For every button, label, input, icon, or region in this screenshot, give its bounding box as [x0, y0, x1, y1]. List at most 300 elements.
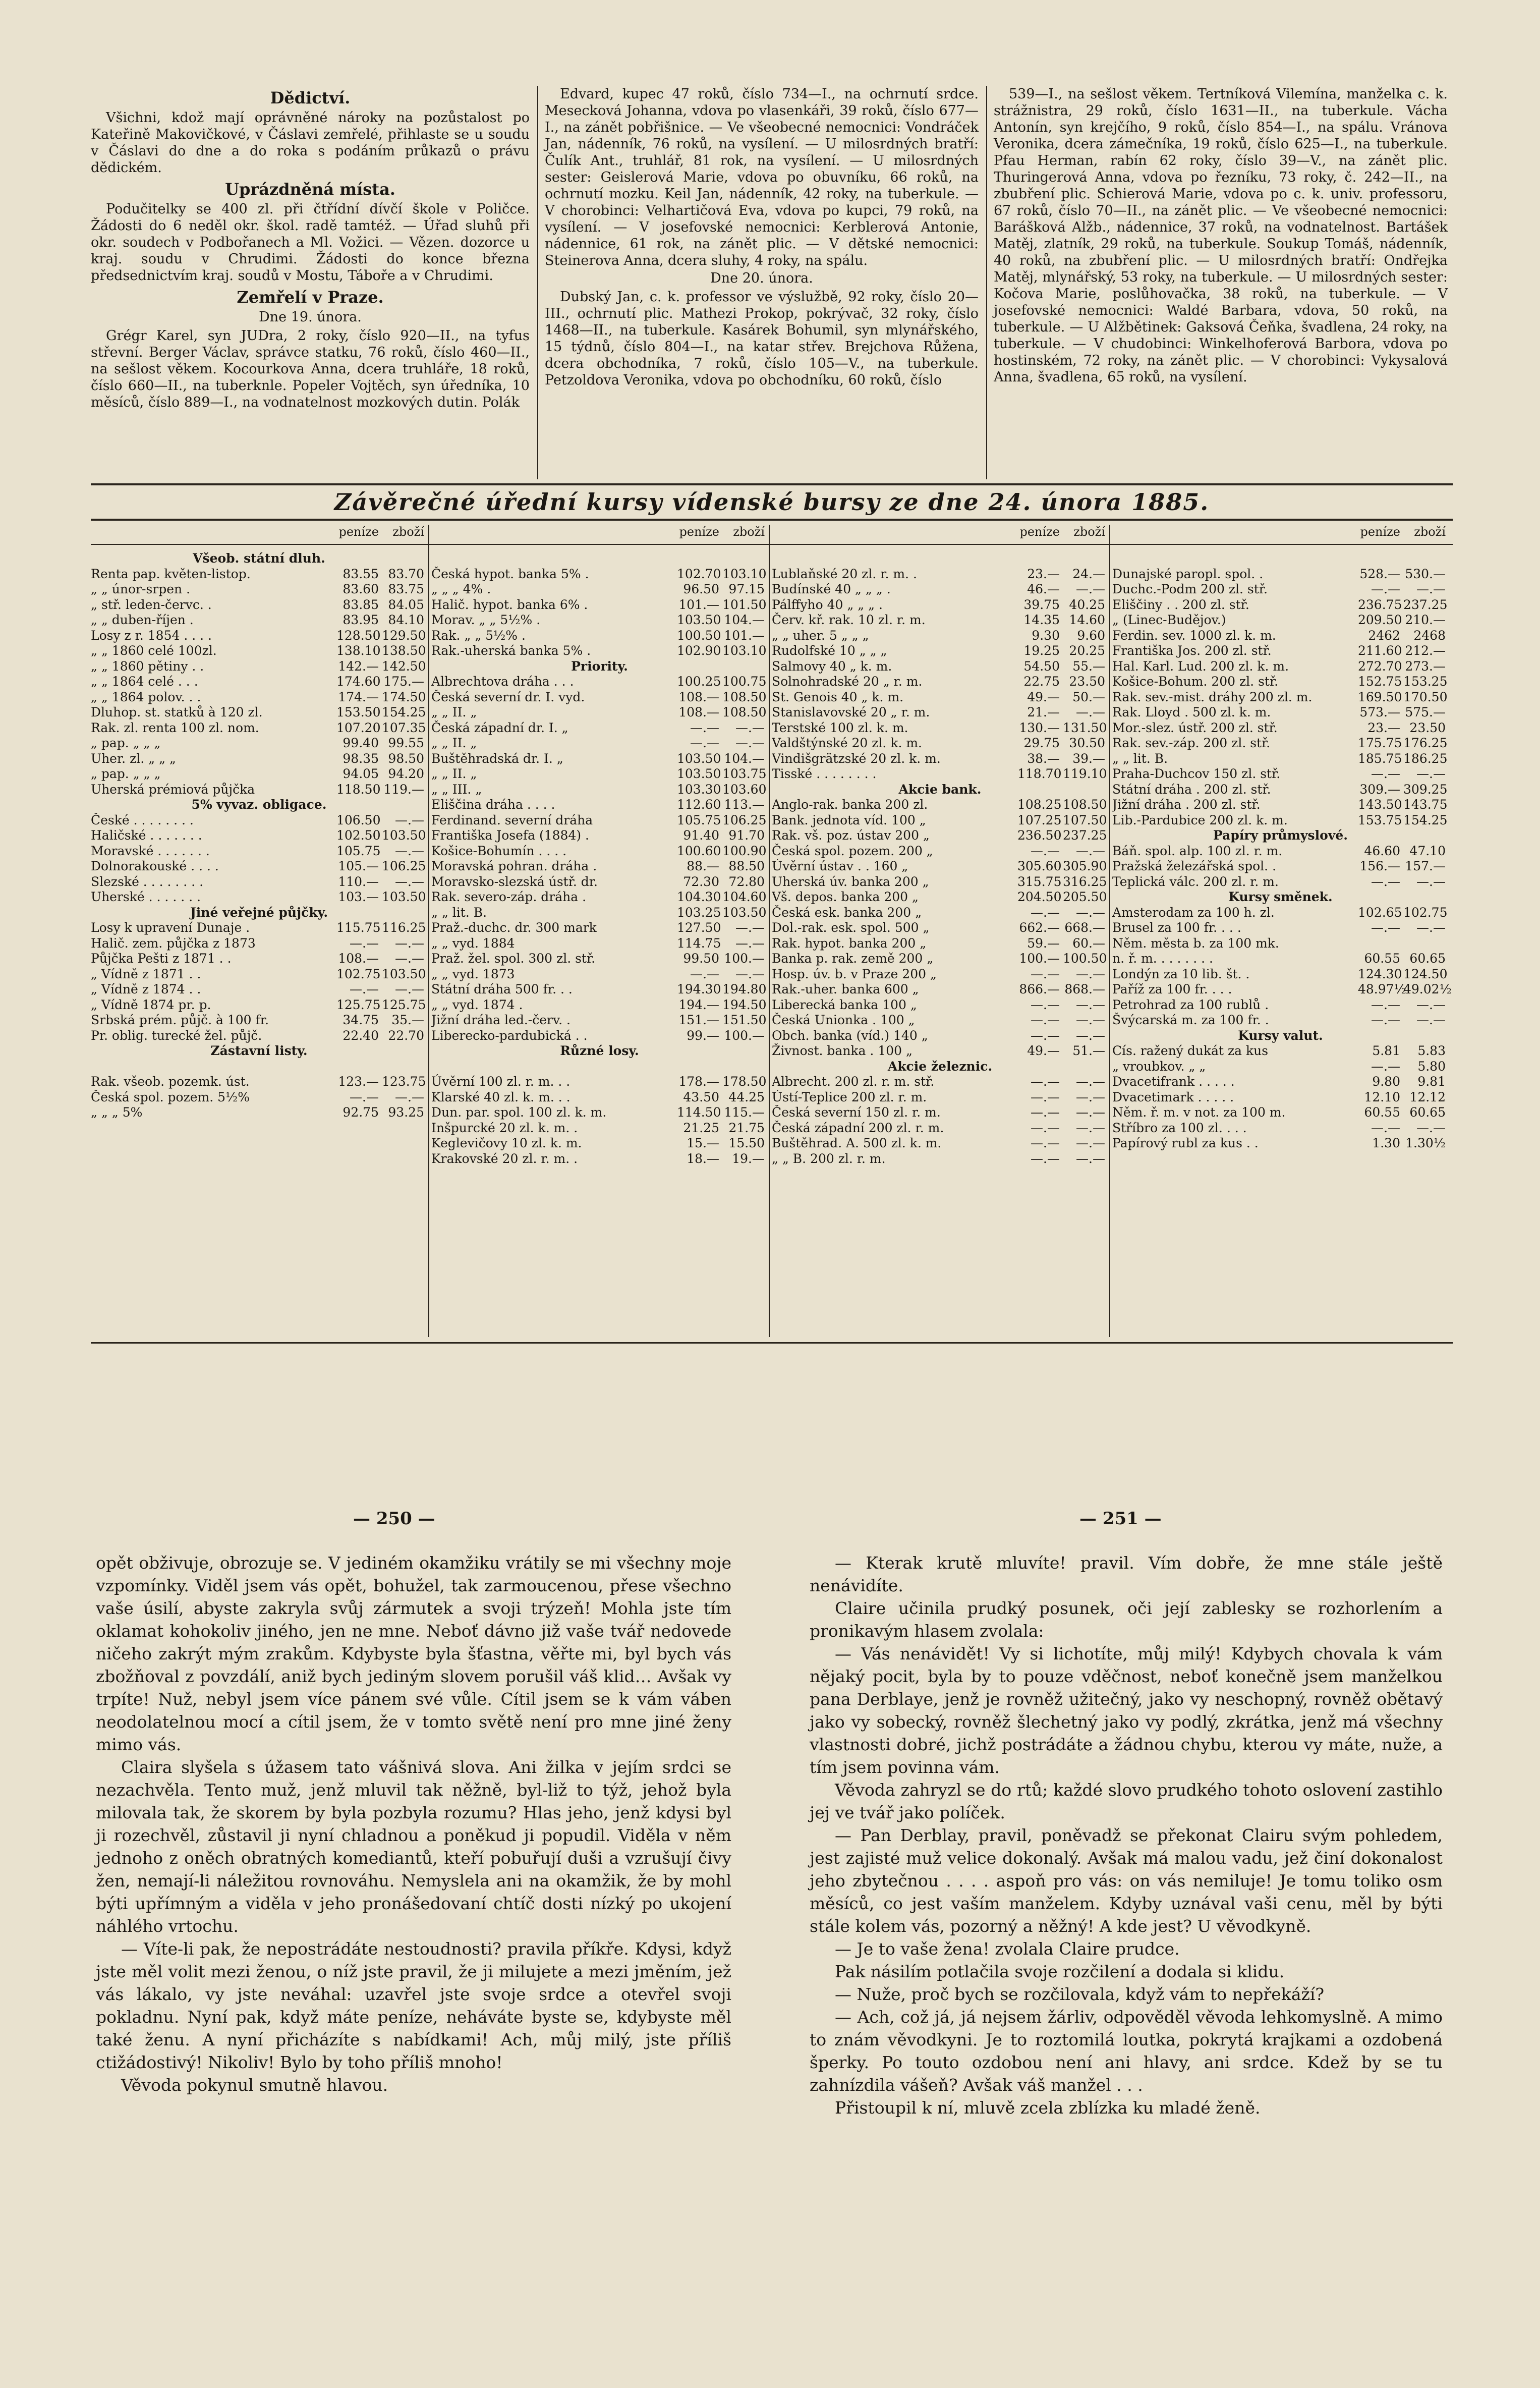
market-row — [91, 659, 427, 675]
security-name: Něm. města b. za 100 mk. — [1112, 935, 1279, 951]
money-price: 102.90 — [677, 643, 721, 658]
goods-price: 174.50 — [382, 689, 426, 704]
market-row — [431, 674, 768, 690]
date-20: Dne 20. února. — [710, 270, 813, 286]
market-row — [1112, 1105, 1449, 1121]
money-price: 103.50 — [677, 613, 721, 627]
security-name: „ „ II. „ — [431, 766, 477, 781]
market-row — [431, 844, 768, 859]
market-row — [91, 782, 427, 798]
security-name: „ „ „ 4% . — [431, 582, 491, 596]
security-name — [91, 1059, 336, 1075]
security-name: Papíry průmyslové. — [1213, 828, 1348, 843]
money-price: 102.70 — [677, 566, 721, 581]
market-row — [772, 597, 1108, 613]
money-price: —.— — [1371, 997, 1400, 1012]
security-name: Ústí-Teplice 200 zl. r. m. — [772, 1089, 927, 1104]
security-name: Praž. žel. spol. 300 zl. stř. — [431, 951, 596, 966]
market-row — [91, 844, 427, 859]
goods-price: 309.25 — [1403, 782, 1448, 797]
security-name: Rak.-uher. banka 600 „ — [772, 982, 919, 996]
money-price: 194.— — [678, 997, 719, 1012]
security-name: Vš. depos. banka 200 „ — [772, 890, 919, 904]
deceased-text-2: Edvard, kupec 47 roků, číslo 734—I., na ochrnutí srdce. Mesecková Johanna, vdova po vlasenkáři, 39 roků, číslo 677—I., na zánět pobřišnice. — Ve všeobecné nemocnici: Vondráček Jan, nádenník, 76 roků, na vysílení. — U milosrdných bratří: Čulík Ant., truhlář, 81 rok, na vysílení. — U milosrdných sester: Geislerová Marie, vdova po obuvníku, 66 roků, na ochrnutí mozku. Keil Jan, nádenník, 42 roky, na tuberkule. — V chorobinci: Velhartičová Eva, vdova po kupci, 79 roků, na vysílení. — V josefovské nemocnici: Kerblerová Antonie, nádennice, 61 rok, na zánět plic. — V dětské nemocnici: Steinerova Anna, dcera sluhy, 4 roky, na spálu. — [545, 86, 979, 268]
goods-price: —.— — [1076, 1028, 1105, 1043]
security-name: Akcie bank. — [898, 782, 982, 797]
money-price: 48.97½ — [1358, 982, 1406, 996]
money-price: 14.35 — [1023, 613, 1060, 627]
news-column-1 — [91, 85, 530, 412]
market-row — [1112, 1074, 1449, 1090]
security-name: Inšpurcké 20 zl. k. m. . — [431, 1120, 578, 1135]
money-price: 178.— — [678, 1074, 719, 1089]
market-row — [91, 967, 427, 982]
market-row — [1112, 951, 1449, 967]
market-row — [772, 874, 1108, 890]
security-name: Úvěrní 100 zl. r. m. . . — [431, 1074, 571, 1089]
goods-price: 101.50 — [722, 597, 767, 612]
goods-price: 1.30½ — [1405, 1136, 1446, 1150]
market-row — [431, 982, 768, 997]
money-price: 60.55 — [1364, 1105, 1400, 1120]
security-name: Jiné veřejné půjčky. — [190, 905, 328, 920]
market-rule-bottom — [91, 1342, 1453, 1344]
goods-price: —.— — [1076, 1136, 1105, 1150]
market-row — [431, 920, 768, 936]
money-price: 46.— — [1027, 582, 1060, 596]
money-price: 2462 — [1368, 628, 1400, 643]
security-name: Halič. zem. půjčka z 1873 — [91, 935, 256, 951]
goods-price: 20.25 — [1069, 643, 1105, 658]
goods-price: 103.50 — [722, 905, 767, 920]
market-row — [1112, 982, 1452, 997]
money-price: —.— — [690, 720, 719, 735]
money-price: 54.50 — [1023, 658, 1060, 674]
market-row — [431, 828, 768, 844]
market-row — [431, 643, 768, 659]
security-name: Česká Unionka . 100 „ — [772, 1013, 915, 1027]
security-name: Košice-Bohumín . . . . — [431, 843, 567, 858]
market-row — [772, 751, 1108, 767]
goods-price: —.— — [395, 935, 424, 951]
money-price: 91.40 — [683, 828, 719, 843]
money-price: 114.50 — [677, 1105, 721, 1120]
goods-price: 131.50 — [1063, 720, 1107, 735]
goods-price: 60.65 — [1409, 951, 1446, 966]
market-row — [91, 1105, 427, 1121]
goods-price: 22.70 — [388, 1028, 424, 1043]
goods-price: 154.25 — [382, 705, 426, 719]
market-row — [1112, 720, 1449, 736]
money-price: —.— — [1371, 766, 1400, 781]
market-row — [1112, 967, 1449, 982]
goods-price: —.— — [395, 812, 424, 827]
market-row — [431, 1136, 768, 1151]
header-money: peníze — [679, 525, 719, 539]
goods-price: 2468 — [1413, 628, 1446, 643]
goods-price: 100.— — [724, 1028, 765, 1043]
goods-price — [382, 1059, 427, 1075]
security-name: „ (Linec-Budějov.) — [1112, 613, 1226, 627]
market-row — [91, 936, 427, 952]
market-row — [1112, 782, 1449, 798]
market-row — [431, 890, 768, 905]
goods-price: 60.65 — [1409, 1105, 1446, 1120]
market-section-heading — [772, 782, 1108, 798]
goods-price: —.— — [1076, 905, 1105, 920]
column-divider — [537, 86, 538, 479]
security-name: Rak. sev.-záp. 200 zl. stř. — [1112, 736, 1271, 750]
security-name: Renta pap. květen-listop. — [91, 566, 251, 581]
goods-price: 51.— — [1072, 1043, 1105, 1058]
market-row — [431, 859, 768, 874]
market-row — [772, 967, 1108, 982]
money-price: 100.25 — [677, 674, 721, 689]
goods-price — [1403, 936, 1449, 952]
money-price: 21.25 — [683, 1120, 719, 1135]
market-row — [91, 643, 427, 659]
market-row — [431, 967, 768, 982]
goods-price: —.— — [1416, 1013, 1446, 1027]
market-row — [91, 567, 427, 582]
money-price: 125.75 — [336, 997, 381, 1012]
goods-price: 175.— — [383, 674, 424, 689]
money-price: 103.— — [338, 890, 379, 904]
money-price: 209.50 — [1358, 613, 1402, 627]
money-price: 114.75 — [677, 935, 721, 951]
goods-price: 47.10 — [1409, 843, 1446, 858]
money-price: 108.25 — [1017, 797, 1062, 812]
goods-price: 107.50 — [1063, 812, 1107, 827]
money-price: 99.— — [687, 1028, 719, 1043]
security-name: Lib.-Pardubice 200 zl. k. m. — [1112, 812, 1288, 827]
market-row — [431, 813, 768, 828]
market-row — [1112, 797, 1449, 813]
goods-price: —.— — [735, 935, 765, 951]
security-name: n. ř. m. . . . . . . . — [1112, 951, 1213, 966]
goods-price: 19.— — [732, 1151, 765, 1166]
goods-price: 123.75 — [382, 1074, 426, 1089]
market-row — [91, 674, 427, 690]
market-row — [1112, 659, 1449, 675]
inheritance-text: Všichni, kdož mají oprávněné nároky na pozůstalost po Kateřině Makovičkové, v Čáslavi zemřelé, přihlaste se u soudu v Čáslavi do dne a do roka s podáním průkazů o právu dědickém. — [91, 110, 530, 176]
money-price: 528.— — [1359, 566, 1400, 581]
market-row — [91, 890, 427, 905]
market-row — [91, 705, 427, 720]
security-name: Dun. par. spol. 100 zl. k. m. — [431, 1105, 607, 1120]
money-price: —.— — [1031, 843, 1060, 858]
money-price: 105.75 — [336, 843, 381, 858]
goods-price: —.— — [1416, 766, 1446, 781]
market-row — [431, 567, 768, 582]
market-row — [1112, 1090, 1449, 1105]
security-name: Moravsko-slezská ústř. dr. — [431, 874, 598, 889]
security-name: Anglo-rak. banka 200 zl. — [772, 797, 928, 812]
security-name: Klarské 40 zl. k. m. . . — [431, 1089, 571, 1104]
money-price: 100.— — [1019, 951, 1060, 966]
market-row — [1112, 628, 1449, 644]
security-name: „ Vídně z 1871 . . — [91, 966, 201, 981]
security-name: Halič. hypot. banka 6% . — [431, 597, 588, 612]
goods-price: 14.60 — [1069, 613, 1105, 627]
money-price: —.— — [1031, 1089, 1060, 1104]
money-price: 100.50 — [677, 628, 721, 643]
goods-price: —.— — [735, 720, 765, 735]
security-name: Něm. ř. m. v not. za 100 m. — [1112, 1105, 1286, 1120]
goods-price: —.— — [1076, 1105, 1105, 1120]
market-row — [772, 705, 1108, 720]
market-row — [431, 1074, 768, 1090]
market-column-divider — [1109, 525, 1110, 1337]
security-name: Česká spol. pozem. 200 „ — [772, 843, 933, 858]
security-name: Budínské 40 „ „ „ . — [772, 582, 891, 596]
market-row — [91, 613, 427, 628]
security-name: Františka Josefa (1884) . — [431, 828, 590, 843]
security-name: Vindišgrätzské 20 zl. k. m. — [772, 751, 941, 766]
market-row — [1112, 705, 1449, 720]
market-row — [1112, 766, 1449, 782]
market-row — [1112, 859, 1449, 874]
money-price: 151.— — [678, 1013, 719, 1027]
security-name: Kursy směnek. — [1228, 890, 1333, 904]
money-price: 103.30 — [677, 782, 721, 797]
security-name: Dol.-rak. esk. spol. 500 „ — [772, 920, 930, 935]
market-row — [431, 736, 768, 751]
money-price: 309.— — [1359, 782, 1400, 797]
security-name: Česká severní 150 zl. r. m. — [772, 1105, 941, 1120]
market-row — [431, 782, 768, 798]
market-column — [1112, 551, 1452, 1151]
security-name: „ Vídně z 1874 . . — [91, 982, 201, 996]
market-row — [1112, 674, 1449, 690]
security-name: Rak. hypot. banka 200 „ — [772, 935, 927, 951]
security-name: Eliščina dráha . . . . — [431, 797, 555, 812]
heading-vacancies: Uprázdněná místa. — [225, 180, 395, 199]
security-name: Liberecko-pardubická . . — [431, 1028, 588, 1043]
money-price: 99.40 — [343, 736, 379, 750]
money-price: —.— — [1031, 1074, 1060, 1089]
security-name: Pražská železářská spol. . — [1112, 859, 1277, 873]
money-price: —.— — [690, 966, 719, 981]
goods-price: 83.70 — [388, 566, 424, 581]
goods-price: —.— — [735, 736, 765, 750]
market-row — [1112, 1043, 1449, 1059]
market-row — [1112, 997, 1449, 1013]
market-column — [91, 551, 427, 1121]
market-section-heading — [772, 1059, 1108, 1075]
market-row — [431, 613, 768, 628]
goods-price: 103.10 — [722, 643, 767, 658]
market-section-heading — [91, 797, 427, 813]
money-price: 866.— — [1019, 982, 1060, 996]
security-name: Půjčka Pešti z 1871 . . — [91, 951, 232, 966]
security-name: „ „ 1864 celé . . . — [91, 674, 198, 689]
market-row — [431, 751, 768, 767]
money-price: 236.75 — [1358, 597, 1402, 612]
money-price: —.— — [690, 736, 719, 750]
security-name: 5% vyvaz. obligace. — [191, 797, 327, 812]
market-row — [91, 920, 427, 936]
heading-deceased: Zemřelí v Praze. — [237, 288, 384, 307]
security-name: Česká hypot. banka 5% . — [431, 566, 589, 581]
goods-price: 9.60 — [1077, 628, 1105, 643]
goods-price: 104.60 — [722, 890, 767, 904]
money-price: —.— — [1031, 997, 1060, 1012]
money-price: 108.— — [338, 951, 379, 966]
market-row — [1112, 751, 1449, 767]
money-price: 103.50 — [677, 751, 721, 766]
goods-price: 103.10 — [722, 566, 767, 581]
market-row — [91, 1013, 427, 1028]
money-price: 153.75 — [1358, 812, 1402, 827]
market-row — [772, 551, 1108, 567]
goods-price: 5.83 — [1417, 1043, 1446, 1058]
goods-price: 103.50 — [382, 966, 426, 981]
security-name: Červ. kř. rak. 10 zl. r. m. — [772, 613, 926, 627]
market-row — [1112, 613, 1449, 628]
money-price: —.— — [1371, 1013, 1400, 1027]
money-price: 662.— — [1019, 920, 1060, 935]
goods-price: 125.75 — [382, 997, 426, 1012]
security-name: „ Vídně 1874 pr. p. — [91, 997, 211, 1012]
market-row — [91, 813, 427, 828]
security-name: Tisské . . . . . . . . — [772, 766, 877, 781]
security-name: Františka Jos. 200 zl. stř. — [1112, 643, 1272, 658]
market-row — [91, 982, 427, 997]
market-row — [772, 1074, 1108, 1090]
market-row — [431, 720, 768, 736]
deceased-text-1: Grégr Karel, syn JUDra, 2 roky, číslo 920—II., na tyfus střevní. Berger Václav, správce statku, 76 roků, číslo 460—II., na sešlost věkem. Kocourkova Anna, dcera truhláře, 18 roků, číslo 660—II., na tuberknle. Popeler Vojtěch, syn úředníka, 10 měsíců, číslo 889—I., na vodnatelnost mozkových dutin. Polák — [91, 328, 530, 410]
market-row — [431, 874, 768, 890]
story-paragraph: — Vás nenávidět! Vy si lichotíte, můj milý! Kdybych chovala k vám nějaký pocit, byla by to pouze vděčnost, neboť konečně jsem manželkou pana Derblaye, jenž je rovněž užitečný, jako vy neschopný, rovněž obětavý jako vy sobecký, rovněž šlechetný jako vy podlý, zkrátka, jenž má všechny vlastnosti dobré, jichž postrádáte a žádnou chybu, kterou vy máte, nuže, a tím jsem povinna vám. — [810, 1644, 1443, 1777]
security-name: Teplická válc. 200 zl. r. m. — [1112, 874, 1279, 889]
goods-price: 84.10 — [388, 613, 424, 627]
goods-price: 138.50 — [382, 643, 426, 658]
header-spacer — [431, 522, 677, 542]
goods-price: 88.50 — [728, 859, 765, 873]
goods-price: 94.20 — [388, 766, 424, 781]
money-price: 105.75 — [677, 812, 721, 827]
page-number-left: — 250 — — [353, 1509, 435, 1529]
security-name: „ „ 1860 pětiny . . — [91, 658, 204, 674]
money-price: —.— — [1371, 582, 1400, 596]
money-price: 9.80 — [1372, 1074, 1400, 1089]
money-price: 88.— — [687, 859, 719, 873]
security-name: Priority. — [571, 658, 628, 674]
goods-price: —.— — [395, 1089, 424, 1104]
money-price: 83.55 — [343, 566, 379, 581]
money-price: 49.— — [1027, 689, 1060, 704]
market-row — [772, 643, 1108, 659]
money-price: 105.— — [338, 859, 379, 873]
security-name: Stanislavovské 20 „ r. m. — [772, 705, 930, 719]
market-row — [91, 720, 427, 736]
goods-price: 107.35 — [382, 720, 426, 735]
market-section-heading — [91, 551, 427, 567]
goods-price: 99.55 — [388, 736, 424, 750]
money-price: 60.55 — [1364, 951, 1400, 966]
security-name: Buštěhradská dr. I. „ — [431, 751, 563, 766]
money-price: 83.95 — [343, 613, 379, 627]
money-price: 22.75 — [1023, 674, 1060, 689]
market-row — [431, 1151, 768, 1167]
goods-price: 60.— — [1072, 935, 1105, 951]
story-paragraph: Claire učinila prudký posunek, oči její zablesky se rozhorlením a pronikavým hlasem zvolala: — [810, 1598, 1443, 1641]
market-row — [772, 890, 1108, 905]
money-price: —.— — [350, 982, 379, 996]
money-price: —.— — [1031, 1120, 1060, 1135]
goods-price: 119.10 — [1063, 766, 1107, 781]
market-row — [772, 1136, 1108, 1151]
market-column — [431, 551, 768, 1167]
security-name: „ „ vyd. 1873 — [431, 966, 515, 981]
money-price: 38.— — [1027, 751, 1060, 766]
security-name: Báň. spol. alp. 100 zl. r. m. — [1112, 843, 1283, 858]
security-name: Banka p. rak. země 200 „ — [772, 951, 934, 966]
security-name: Uherská prémiová půjčka — [91, 782, 255, 797]
security-name: Rak.-uherská banka 5% . — [431, 643, 591, 658]
security-name: Keglevičovy 10 zl. k. m. — [431, 1136, 582, 1150]
security-name: „ „ II. „ — [431, 736, 477, 750]
story-paragraph: opět obživuje, obrozuje se. V jediném okamžiku vrátily se mi všechny moje vzpomínky. Viděl jsem vás opět, bohužel, tak zarmoucenou, přese všechno vaše úsilí, abyste zakryla svůj zármutek a svoji trýzeň! Mohla jste tím oklamat kohokoliv jiného, jen ne mne. Neboť dávno již vaše tvář nedovede ničeho zakrýt mým zrakům. Kdybyste byla šťastna, věřte mi, byl bych vás zbožňoval z povzdálí, aniž bych jediným slovem porušil váš klid… Avšak vy trpíte! Nuž, nebyl jsem více pánem své vůle. Cítil jsem se k vám váben neodolatelnou mocí a cítil jsem, že v tomto světě není pro mne jiné ženy mimo vás. — [96, 1553, 731, 1754]
security-name: Všeob. státní dluh. — [193, 551, 325, 566]
goods-price: 194.80 — [722, 982, 767, 996]
market-row — [431, 1013, 768, 1028]
security-name: Lublaňské 20 zl. r. m. . — [772, 566, 917, 581]
money-price: 9.30 — [1032, 628, 1060, 643]
security-name: „ „ lit. B. — [1112, 751, 1168, 766]
money-price: 211.60 — [1358, 643, 1402, 658]
goods-price: 104.— — [724, 613, 765, 627]
goods-price: —.— — [1416, 997, 1446, 1012]
market-section-heading — [91, 905, 427, 921]
goods-price: 212.— — [1405, 643, 1446, 658]
market-row — [431, 936, 768, 952]
security-name: Česká severní dr. I. vyd. — [431, 689, 585, 704]
security-name: Dvacetifrank . . . . . — [1112, 1074, 1235, 1089]
security-name: „ stř. leden-červc. . — [91, 597, 212, 612]
market-row — [772, 1151, 1108, 1167]
security-name — [431, 1059, 677, 1075]
market-row — [772, 613, 1108, 628]
security-name: Losy k upravení Dunaje . — [91, 920, 250, 935]
goods-price: —.— — [1076, 582, 1105, 596]
money-price: 315.75 — [1017, 874, 1062, 889]
goods-price: —.— — [1416, 874, 1446, 889]
market-row — [772, 659, 1108, 675]
security-name: Buštěhrad. A. 500 zl. k. m. — [772, 1136, 942, 1150]
market-row — [772, 920, 1108, 936]
money-price: 194.30 — [677, 982, 721, 996]
market-row — [431, 705, 768, 720]
money-price — [1017, 551, 1063, 567]
goods-price: 12.12 — [1409, 1089, 1446, 1104]
money-price: 49.— — [1027, 1043, 1060, 1058]
money-price: 152.75 — [1358, 674, 1402, 689]
money-price: 102.50 — [336, 828, 381, 843]
money-price: 100.60 — [677, 843, 721, 858]
money-price: 92.75 — [343, 1105, 379, 1120]
money-price: —.— — [1031, 1151, 1060, 1166]
market-column-divider — [428, 525, 429, 1337]
goods-price: 30.50 — [1069, 736, 1105, 750]
money-price: 19.25 — [1023, 643, 1060, 658]
goods-price — [722, 1059, 768, 1075]
security-name: Krakovské 20 zl. r. m. . — [431, 1151, 578, 1166]
goods-price — [1403, 551, 1449, 567]
security-name: Akcie železnic. — [887, 1059, 993, 1074]
story-column-right — [810, 1551, 1443, 2119]
